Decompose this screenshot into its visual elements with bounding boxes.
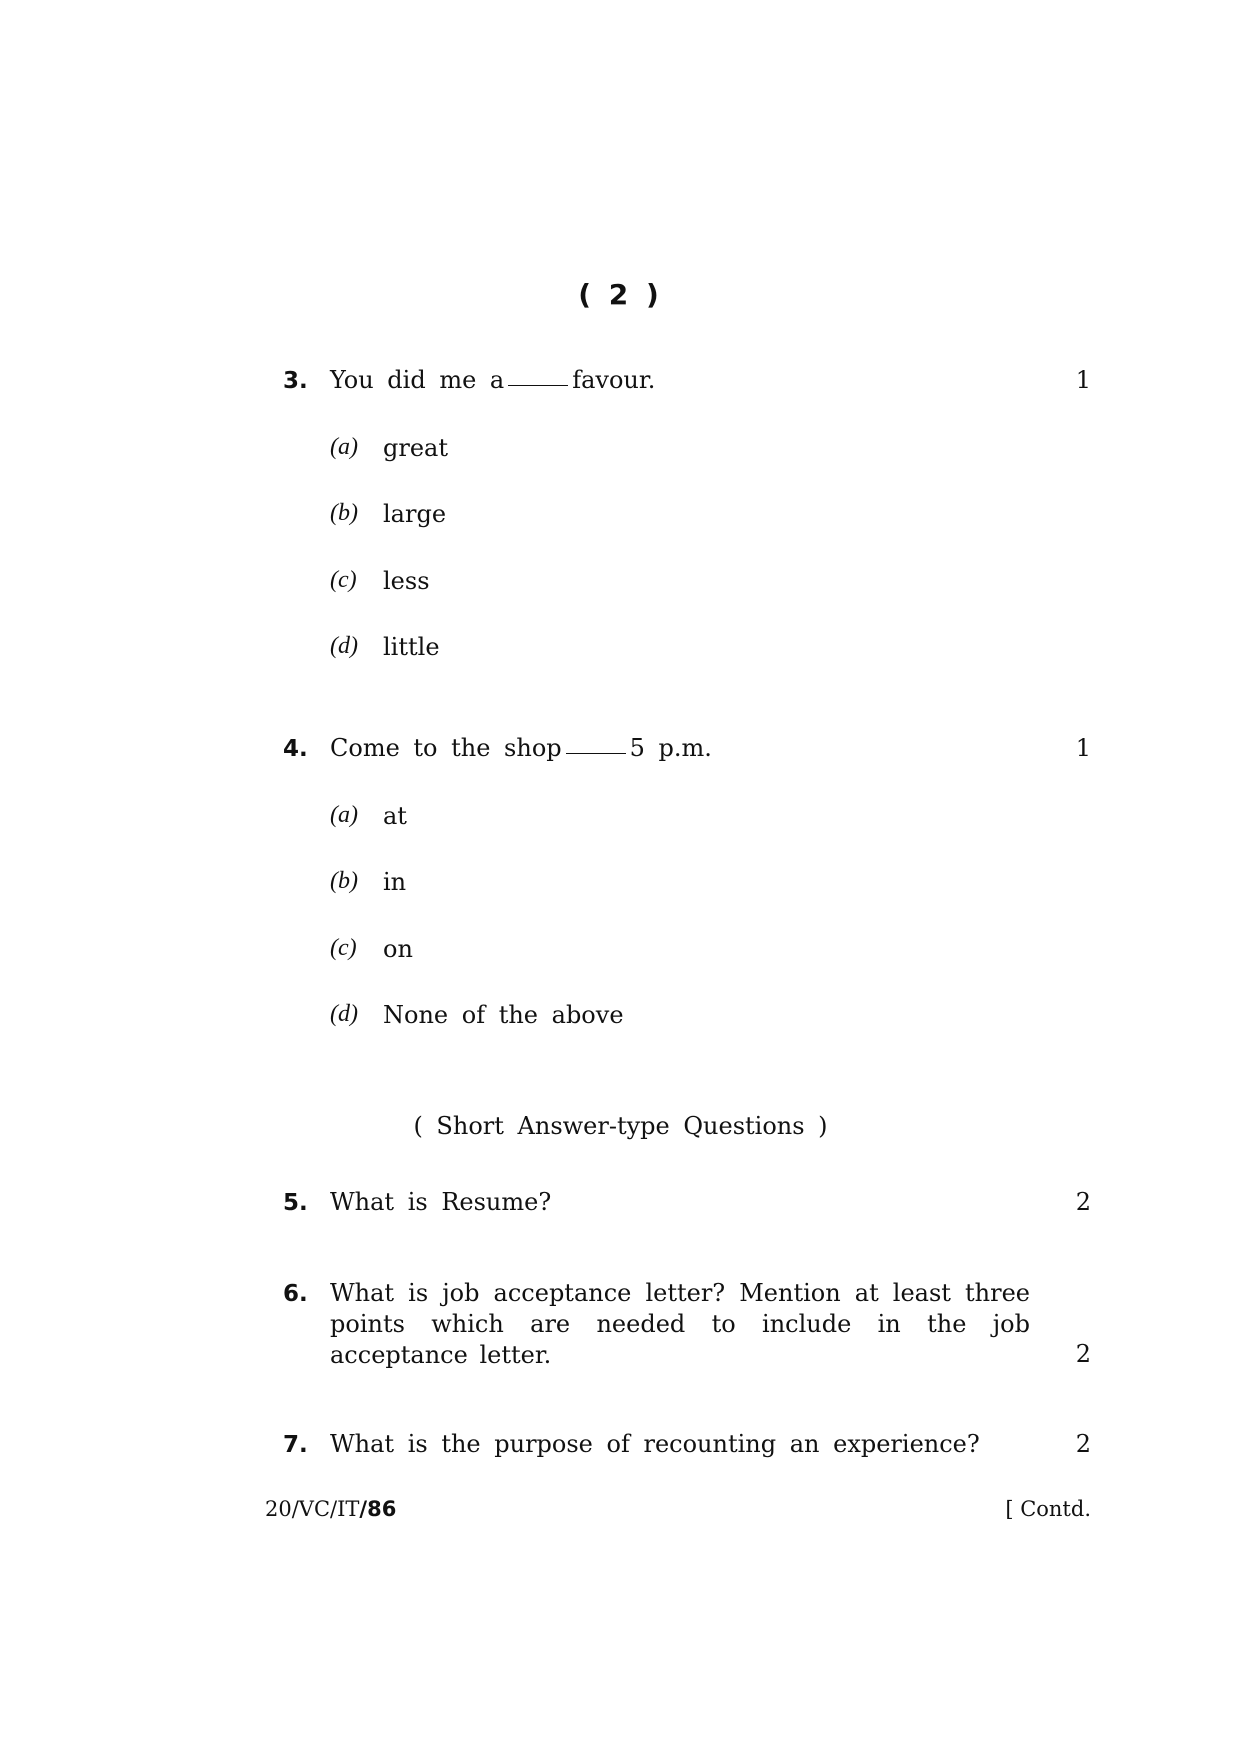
- question-3-marks: 1: [1075, 366, 1091, 394]
- question-5-number: 5.: [283, 1190, 308, 1216]
- question-4-option-c-text: on: [383, 935, 413, 963]
- question-5-text: What is Resume?: [330, 1188, 552, 1216]
- question-4-option-b-letter: (b): [330, 868, 358, 894]
- question-3-text-after: favour.: [572, 366, 656, 394]
- question-4-option-d-text: None of the above: [383, 1001, 624, 1029]
- question-5-marks: 2: [1075, 1188, 1091, 1216]
- question-4-option-c-letter: (c): [330, 935, 357, 961]
- question-3-option-c-text: less: [383, 567, 430, 595]
- question-3-option-d-text: little: [383, 633, 440, 661]
- question-3-option-c-letter: (c): [330, 567, 357, 593]
- question-3-text: [330, 366, 655, 394]
- question-4-option-d-letter: (d): [330, 1001, 358, 1027]
- paper-code-prefix: 20/VC/IT: [265, 1497, 360, 1521]
- question-4-text-after: 5 p.m.: [629, 734, 712, 762]
- section-heading: ( Short Answer-type Questions ): [413, 1112, 828, 1140]
- question-3-number: 3.: [283, 368, 308, 394]
- question-4-option-b-text: in: [383, 868, 407, 896]
- question-6-marks: 2: [1075, 1340, 1091, 1368]
- answer-blank: [508, 385, 568, 386]
- question-3-option-b-text: large: [383, 500, 447, 528]
- question-7-marks: 2: [1075, 1430, 1091, 1458]
- question-3-text-before: You did me a: [330, 366, 505, 394]
- answer-blank: [566, 753, 626, 754]
- question-4-option-a-letter: (a): [330, 802, 358, 828]
- page-number: ( 2 ): [578, 278, 663, 311]
- question-3-option-b-letter: (b): [330, 500, 358, 526]
- question-4-option-a-text: at: [383, 802, 407, 830]
- question-3-option-d-letter: (d): [330, 633, 358, 659]
- continued-marker: [ Contd.: [1005, 1497, 1091, 1521]
- question-7-number: 7.: [283, 1432, 308, 1458]
- question-4-number: 4.: [283, 736, 308, 762]
- question-7-text: What is the purpose of recounting an experience?: [330, 1430, 980, 1458]
- question-4-text-before: Come to the shop: [330, 734, 562, 762]
- question-3-option-a-letter: (a): [330, 434, 358, 460]
- question-4-text: [330, 734, 712, 762]
- question-4-marks: 1: [1075, 734, 1091, 762]
- question-6-text: What is job acceptance letter? Mention at least three points which are needed to include in the job acceptance letter.: [330, 1279, 1030, 1369]
- question-6-number: 6.: [283, 1281, 308, 1307]
- paper-code: [265, 1497, 396, 1521]
- paper-code-suffix: /86: [359, 1497, 397, 1521]
- question-3-option-a-text: great: [383, 434, 448, 462]
